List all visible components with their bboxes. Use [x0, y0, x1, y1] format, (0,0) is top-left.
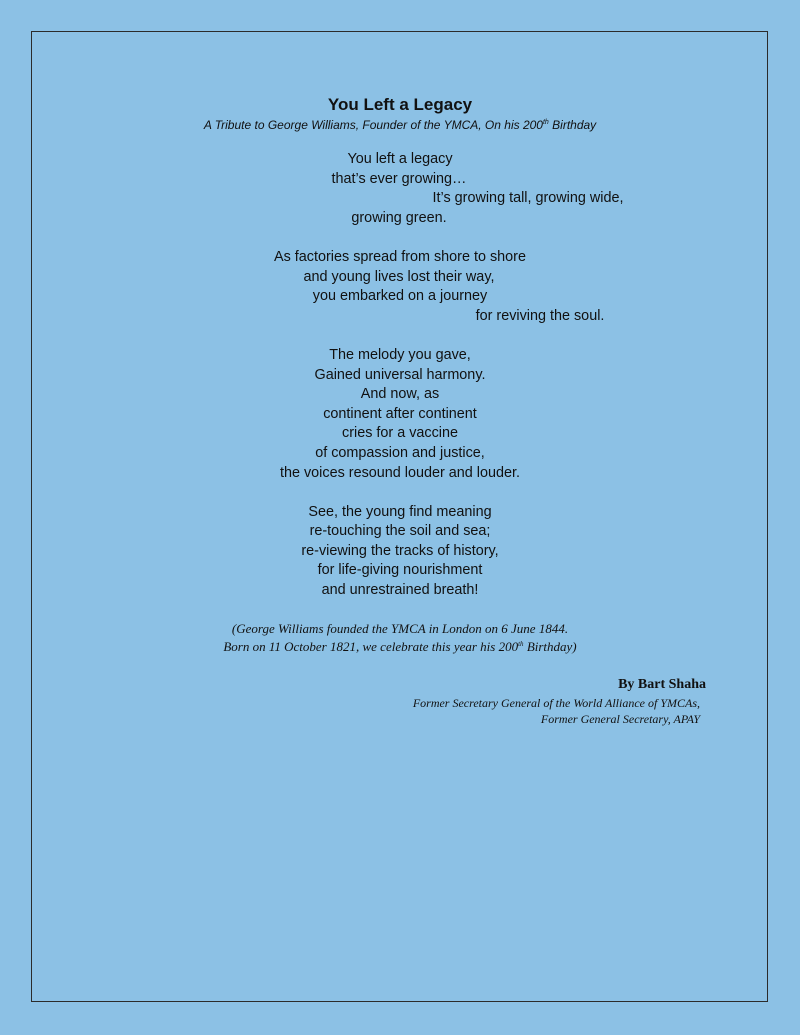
- poem-line: continent after continent: [323, 405, 477, 422]
- poem-line: It’s growing tall, growing wide,: [432, 190, 624, 207]
- author-role-2: Former General Secretary, APAY: [540, 712, 700, 726]
- subtitle-suffix: Birthday: [548, 118, 597, 132]
- poem-title: You Left a Legacy: [327, 95, 473, 114]
- note-line-2-suffix: Birthday): [523, 639, 577, 654]
- poem-line: for life-giving nourishment: [317, 562, 483, 579]
- stanza-4: [0, 503, 800, 601]
- author-byline: By Bart Shaha: [618, 677, 706, 692]
- note-line-2: [0, 638, 800, 656]
- poem-line: growing green.: [351, 209, 447, 226]
- poem-line: The melody you gave,: [329, 346, 471, 363]
- poem-line: re-viewing the tracks of history,: [301, 542, 499, 559]
- poem-line: Gained universal harmony.: [314, 366, 486, 383]
- poem-line: and young lives lost their way,: [303, 268, 495, 285]
- stanza-2: [0, 248, 800, 326]
- poem-subtitle: [0, 117, 800, 133]
- historical-note: [0, 620, 800, 656]
- author-role-1: Former Secretary General of the World Alliance of YMCAs,: [412, 696, 700, 710]
- poem-line: And now, as: [360, 386, 440, 403]
- poem-body: [0, 150, 800, 620]
- poem-line: for reviving the soul.: [475, 307, 605, 324]
- poem-line: As factories spread from shore to shore: [274, 248, 526, 265]
- poem-line: You left a legacy: [347, 151, 453, 167]
- poem-line: that’s ever growing…: [331, 170, 467, 187]
- note-line-1: (George Williams founded the YMCA in London on 6 June 1844.: [231, 621, 569, 636]
- poem-line: and unrestrained breath!: [321, 582, 479, 599]
- subtitle-text: A Tribute to George Williams, Founder of the YMCA, On his 200: [203, 118, 543, 132]
- poem-line: See, the young find meaning: [308, 503, 492, 520]
- poem-line: the voices resound louder and louder.: [279, 464, 520, 481]
- poem-line: re-touching the soil and sea;: [309, 523, 491, 540]
- stanza-3: [0, 346, 800, 483]
- subtitle-superscript: th: [542, 119, 549, 126]
- note-line-2-text: Born on 11 October 1821, we celebrate this year his 200: [223, 639, 519, 654]
- note-superscript: th: [518, 640, 524, 648]
- poem-line: cries for a vaccine: [342, 425, 458, 442]
- poem-line: of compassion and justice,: [315, 444, 485, 461]
- stanza-1: [0, 150, 800, 228]
- poem-line: you embarked on a journey: [312, 288, 488, 305]
